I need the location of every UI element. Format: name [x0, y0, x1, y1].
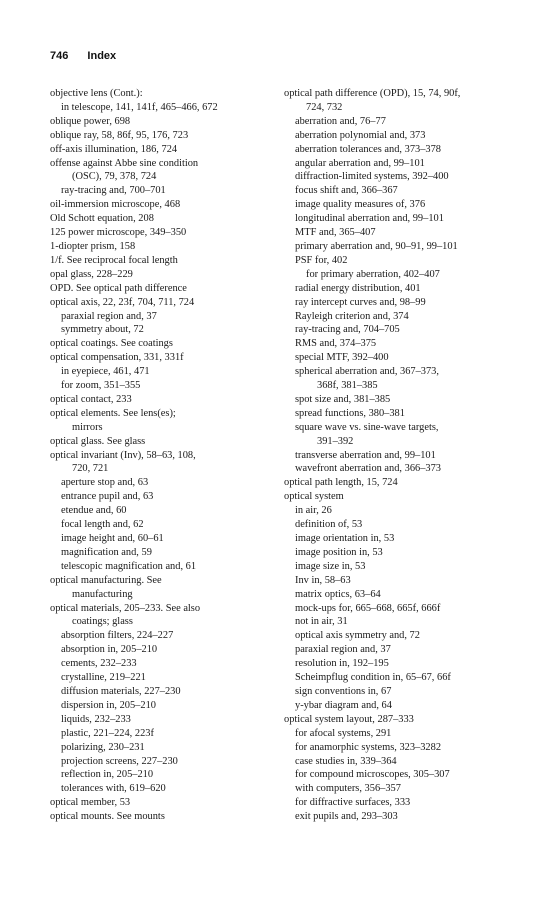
page-number: 746	[50, 50, 69, 62]
index-entry: optical invariant (Inv), 58–63, 108,	[50, 449, 196, 461]
index-subentry: aperture stop and, 63	[61, 477, 149, 489]
index-subentry: tolerances with, 619–620	[61, 783, 166, 795]
index-subentry: ray-tracing and, 700–701	[61, 185, 166, 197]
index-subentry: PSF for, 402	[295, 254, 348, 266]
index-subentry: spot size and, 381–385	[295, 393, 391, 405]
index-subentry: magnification and, 59	[61, 546, 152, 558]
index-subentry: ray-tracing and, 704–705	[295, 324, 400, 336]
index-subentry: resolution in, 192–195	[295, 658, 389, 670]
index-subentry: primary aberration and, 90–91, 99–101	[295, 240, 458, 252]
index-subentry: sign conventions in, 67	[295, 685, 392, 697]
index-entry: off-axis illumination, 186, 724	[50, 143, 178, 155]
index-subentry: spherical aberration and, 367–373,	[295, 366, 439, 378]
index-subentry: in telescope, 141, 141f, 465–466, 672	[61, 101, 218, 113]
index-column-right	[284, 87, 524, 824]
index-subentry: focal length and, 62	[61, 519, 144, 531]
index-subentry: mirrors	[72, 421, 103, 433]
index-subentry: etendue and, 60	[61, 505, 127, 517]
index-subentry: for zoom, 351–355	[61, 380, 141, 392]
index-subentry: exit pupils and, 293–303	[295, 811, 398, 823]
index-subentry: for diffractive surfaces, 333	[295, 797, 411, 809]
index-entry: oblique power, 698	[50, 115, 131, 127]
index-subentry: absorption in, 205–210	[61, 644, 158, 656]
index-subentry: radial energy distribution, 401	[295, 282, 421, 294]
index-subentry: image height and, 60–61	[61, 533, 164, 544]
index-entry: offense against Abbe sine condition	[50, 157, 199, 169]
index-entry: optical system layout, 287–333	[284, 713, 414, 725]
index-subentry: transverse aberration and, 99–101	[295, 449, 436, 461]
index-subentry: y-ybar diagram and, 64	[295, 699, 392, 711]
index-subentry: wavefront aberration and, 366–373	[295, 463, 441, 475]
index-subentry: with computers, 356–357	[295, 783, 401, 795]
index-entry: objective lens (Cont.):	[50, 88, 143, 99]
index-subentry: aberration polynomial and, 373	[295, 129, 426, 141]
index-subentry: plastic, 221–224, 223f	[61, 727, 154, 739]
index-subentry: 724, 732	[306, 101, 343, 113]
index-subentry: image quality measures of, 376	[295, 199, 426, 211]
page-title: Index	[87, 50, 117, 62]
index-subentry: definition of, 53	[295, 519, 363, 531]
index-subentry: case studies in, 339–364	[295, 755, 397, 767]
index-entry: optical axis, 22, 23f, 704, 711, 724	[50, 296, 195, 308]
index-subentry: absorption filters, 224–227	[61, 630, 174, 642]
index-subentry: longitudinal aberration and, 99–101	[295, 213, 444, 225]
index-subentry: polarizing, 230–231	[61, 741, 145, 753]
index-subentry: manufacturing	[72, 588, 133, 600]
index-subentry: Scheimpflug condition in, 65–67, 66f	[295, 672, 451, 684]
index-subentry: aberration and, 76–77	[295, 115, 386, 127]
index-entry: oil-immersion microscope, 468	[50, 199, 181, 211]
index-subentry: MTF and, 365–407	[295, 227, 376, 239]
index-entry: optical contact, 233	[50, 393, 132, 405]
index-subentry: image orientation in, 53	[295, 533, 395, 544]
index-subentry: paraxial region and, 37	[295, 644, 391, 656]
index-entry: OPD. See optical path difference	[50, 282, 187, 294]
index-subentry: optical axis symmetry and, 72	[295, 630, 420, 642]
index-entry: optical coatings. See coatings	[50, 338, 173, 350]
index-subentry: 391–392	[317, 435, 354, 447]
index-subentry: crystalline, 219–221	[61, 672, 146, 684]
index-subentry: image size in, 53	[295, 560, 366, 572]
index-subentry: diffraction-limited systems, 392–400	[295, 171, 449, 183]
index-subentry: spread functions, 380–381	[295, 407, 405, 419]
index-entry: optical compensation, 331, 331f	[50, 352, 184, 364]
index-subentry: Rayleigh criterion and, 374	[295, 310, 409, 322]
index-subentry: focus shift and, 366–367	[295, 185, 398, 197]
index-entry: optical path length, 15, 724	[284, 477, 398, 489]
index-subentry: reflection in, 205–210	[61, 769, 154, 781]
index-entry: oblique ray, 58, 86f, 95, 176, 723	[50, 129, 189, 141]
index-subentry: for compound microscopes, 305–307	[295, 769, 450, 781]
index-subentry: in air, 26	[295, 505, 332, 517]
index-subentry: 368f, 381–385	[317, 380, 378, 392]
index-entry: optical mounts. See mounts	[50, 811, 165, 823]
index-entry: optical manufacturing. See	[50, 574, 162, 586]
page-header	[50, 50, 116, 62]
index-entry: optical glass. See glass	[50, 435, 146, 447]
index-subentry: (OSC), 79, 378, 724	[72, 171, 157, 183]
index-subentry: 720, 721	[72, 463, 109, 475]
index-entry: optical system	[284, 491, 344, 503]
index-subentry: symmetry about, 72	[61, 324, 144, 336]
index-subentry: for anamorphic systems, 323–3282	[295, 741, 442, 753]
index-subentry: special MTF, 392–400	[295, 352, 389, 364]
index-entry: 125 power microscope, 349–350	[50, 227, 187, 239]
index-subentry: projection screens, 227–230	[61, 755, 178, 767]
index-subentry: square wave vs. sine-wave targets,	[295, 421, 439, 433]
index-entry: optical materials, 205–233. See also	[50, 602, 201, 614]
index-subentry: liquids, 232–233	[61, 713, 131, 725]
index-column-left	[50, 87, 280, 824]
index-entry: optical elements. See lens(es);	[50, 407, 176, 419]
index-subentry: for primary aberration, 402–407	[306, 268, 440, 280]
index-entry: opal glass, 228–229	[50, 268, 133, 280]
index-entry: Old Schott equation, 208	[50, 213, 154, 225]
index-subentry: telescopic magnification and, 61	[61, 560, 197, 572]
index-subentry: Inv in, 58–63	[295, 574, 351, 586]
index-subentry: paraxial region and, 37	[61, 310, 157, 322]
index-entry: optical path difference (OPD), 15, 74, 90f,	[284, 88, 461, 99]
index-subentry: diffusion materials, 227–230	[61, 685, 181, 697]
index-entry: 1-diopter prism, 158	[50, 240, 136, 252]
index-subentry: cements, 232–233	[61, 658, 137, 670]
index-subentry: dispersion in, 205–210	[61, 699, 156, 711]
index-subentry: not in air, 31	[295, 616, 348, 628]
index-subentry: in eyepiece, 461, 471	[61, 366, 150, 378]
index-subentry: aberration tolerances and, 373–378	[295, 143, 441, 155]
index-subentry: angular aberration and, 99–101	[295, 157, 425, 169]
index-subentry: matrix optics, 63–64	[295, 588, 381, 600]
index-entry: 1/f. See reciprocal focal length	[50, 254, 178, 266]
index-subentry: for afocal systems, 291	[295, 727, 392, 739]
index-subentry: ray intercept curves and, 98–99	[295, 296, 426, 308]
index-subentry: RMS and, 374–375	[295, 338, 377, 350]
index-subentry: image position in, 53	[295, 546, 383, 558]
index-entry: optical member, 53	[50, 797, 131, 809]
index-subentry: entrance pupil and, 63	[61, 491, 154, 503]
index-subentry: coatings; glass	[72, 616, 133, 628]
index-subentry: mock-ups for, 665–668, 665f, 666f	[295, 602, 441, 614]
